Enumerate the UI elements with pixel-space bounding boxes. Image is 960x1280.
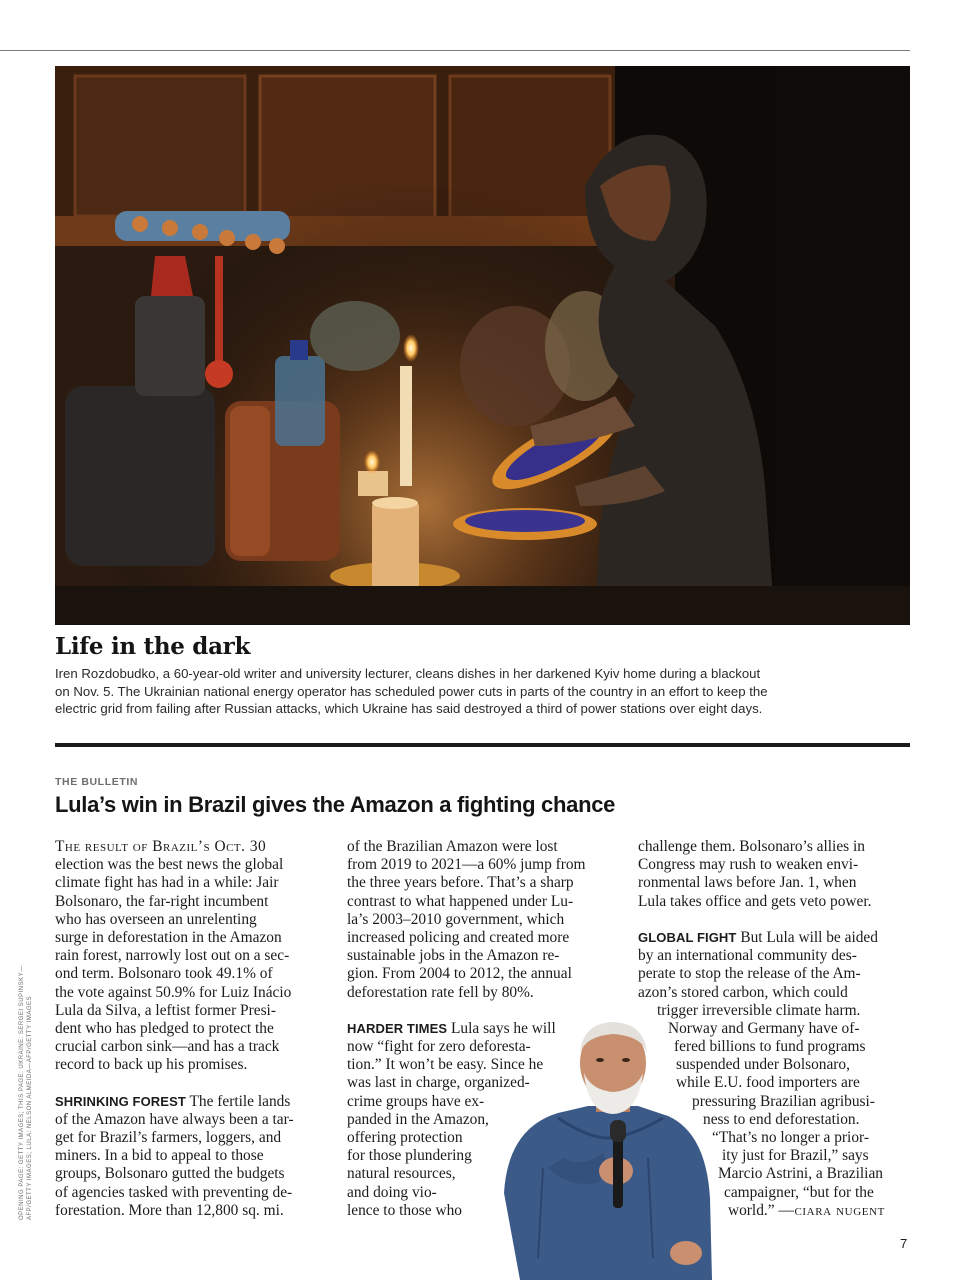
body-line: of the Amazon have always been a tar- <box>55 1110 294 1128</box>
body-line: Lula says he will <box>451 1019 556 1037</box>
body-line: crime groups have ex- <box>347 1092 485 1110</box>
body-line: ond term. Bolsonaro took 49.1% of <box>55 965 273 983</box>
body-line: from 2019 to 2021—a 60% jump from <box>347 856 586 874</box>
body-line: of the Brazilian Amazon were lost <box>347 838 558 855</box>
body-line: election was the best news the global <box>55 856 284 874</box>
body-line: contrast to what happened under Lu- <box>347 892 574 910</box>
article-column-1 <box>55 838 294 1220</box>
body-line: forestation. More than 12,800 sq. mi. <box>55 1201 284 1219</box>
lula-cutout-photo <box>498 1018 720 1280</box>
caption-line: on Nov. 5. The Ukrainian national energy operator has scheduled power cuts in parts of the country in an effort to keep the <box>55 683 768 699</box>
body-line: deforestation rate fell by 80%. <box>347 983 534 1001</box>
body-line: Lula takes office and gets veto power. <box>638 892 872 910</box>
section-kicker: THE BULLETIN <box>55 776 139 788</box>
body-line: ity just for Brazil,” says <box>722 1147 869 1165</box>
body-line: suspended under Bolsonaro, <box>676 1056 850 1074</box>
body-line: fered billions to fund programs <box>674 1038 866 1056</box>
body-line: offering protection <box>347 1129 463 1146</box>
body-line: panded in the Amazon, <box>347 1110 489 1128</box>
body-line: world.” <box>728 1201 775 1219</box>
body-line: lence to those who <box>347 1201 462 1219</box>
article-headline: Lula’s win in Brazil gives the Amazon a fighting chance <box>55 792 616 817</box>
kyiv-blackout-kitchen-photo <box>55 66 910 625</box>
body-line: increased policing and created more <box>347 928 570 946</box>
body-line: azon’s stored carbon, which could <box>638 983 848 1001</box>
photo-credit <box>18 930 34 1220</box>
body-line: trigger irreversible climate harm. <box>657 1001 861 1019</box>
body-line: miners. In a bid to appeal to those <box>55 1147 264 1165</box>
body-line: tion.” It won’t be easy. Since he <box>347 1056 544 1074</box>
body-line: the vote against 50.9% for Luiz Inácio <box>55 983 292 1001</box>
body-line: campaigner, “but for the <box>724 1183 874 1201</box>
body-line: gion. From 2004 to 2012, the annual <box>347 965 572 983</box>
section-divider <box>55 743 910 747</box>
body-line: Marcio Astrini, a Brazilian <box>718 1165 883 1183</box>
body-line: for those plundering <box>347 1147 472 1165</box>
body-line: sustainable jobs in the Amazon re- <box>347 947 560 965</box>
lead-in: The result of Brazil’s Oct. 30 <box>55 838 267 855</box>
body-line: Lula da Silva, a leftist former Presi- <box>55 1001 276 1019</box>
subhead-shrinking-forest: SHRINKING FOREST <box>55 1093 186 1109</box>
body-line: challenge them. Bolsonaro’s allies in <box>638 838 865 855</box>
subhead-line <box>55 1093 294 1111</box>
subhead-harder-times: HARDER TIMES <box>347 1020 448 1036</box>
subhead-global-fight: GLOBAL FIGHT <box>638 929 737 945</box>
caption-line: electric grid from failing after Russian attacks, which Ukraine has said destroyed a third of power stations over eight days. <box>55 701 763 716</box>
top-rule <box>0 50 910 51</box>
body-line: pressuring Brazilian agribusi- <box>692 1092 875 1110</box>
credit-line: AFP/GETTY IMAGES; LULA: NELSON ALMEIDA—AFP/GETTY IMAGES <box>27 996 33 1220</box>
credit-line: OPENING PAGE: GETTY IMAGES; THIS PAGE: UKRAINE: SERGEI SUPINSKY— <box>19 965 25 1220</box>
body-line: “That’s no longer a prior- <box>712 1129 869 1146</box>
body-line: natural resources, <box>347 1165 456 1183</box>
body-line: perate to stop the release of the Am- <box>638 965 861 983</box>
body-line: ness to end deforestation. <box>703 1110 860 1128</box>
byline: —ciara nugent <box>778 1201 885 1219</box>
body-line: groups, Bolsonaro gutted the budgets <box>55 1165 285 1183</box>
body-line: of agencies tasked with preventing de- <box>55 1183 293 1201</box>
subhead-line <box>638 929 885 947</box>
body-line: the three years before. That’s a sharp <box>347 874 574 892</box>
body-line: Bolsonaro, the far-right incumbent <box>55 892 269 910</box>
body-line: surge in deforestation in the Amazon <box>55 928 282 946</box>
body-line: crucial carbon sink—and has a track <box>55 1038 280 1056</box>
photo-illustration <box>55 66 910 625</box>
body-line: get for Brazil’s farmers, loggers, and <box>55 1129 282 1146</box>
body-line: now “fight for zero deforesta- <box>347 1038 531 1056</box>
body-line: was last in charge, organized- <box>347 1074 530 1092</box>
body-line: The fertile lands <box>189 1092 291 1110</box>
body-line: la’s 2003–2010 government, which <box>347 910 565 928</box>
body-line: ronmental laws before Jan. 1, when <box>638 874 857 892</box>
body-line: who has overseen an unrelenting <box>55 910 257 928</box>
body-line: dent who has pledged to protect the <box>55 1019 274 1037</box>
page-number: 7 <box>900 1236 908 1251</box>
body-line: and doing vio- <box>347 1183 437 1201</box>
body-line: rain forest, narrowly lost out on a sec- <box>55 947 290 965</box>
body-line: climate fight has had in a while: Jair <box>55 874 279 892</box>
body-line: Congress may rush to weaken envi- <box>638 856 859 874</box>
photo-caption-body <box>55 665 845 718</box>
photo-caption-title: Life in the dark <box>55 633 251 660</box>
body-line: Norway and Germany have of- <box>668 1019 860 1037</box>
lula-illustration <box>498 1018 720 1280</box>
body-line: while E.U. food importers are <box>676 1074 860 1092</box>
body-line: record to back up his promises. <box>55 1056 248 1074</box>
body-line: But Lula will be aided <box>740 928 878 946</box>
caption-line: Iren Rozdobudko, a 60-year-old writer and university lecturer, cleans dishes in her darkened Kyiv home during a blackout <box>55 666 761 681</box>
body-line: by an international community des- <box>638 947 857 965</box>
